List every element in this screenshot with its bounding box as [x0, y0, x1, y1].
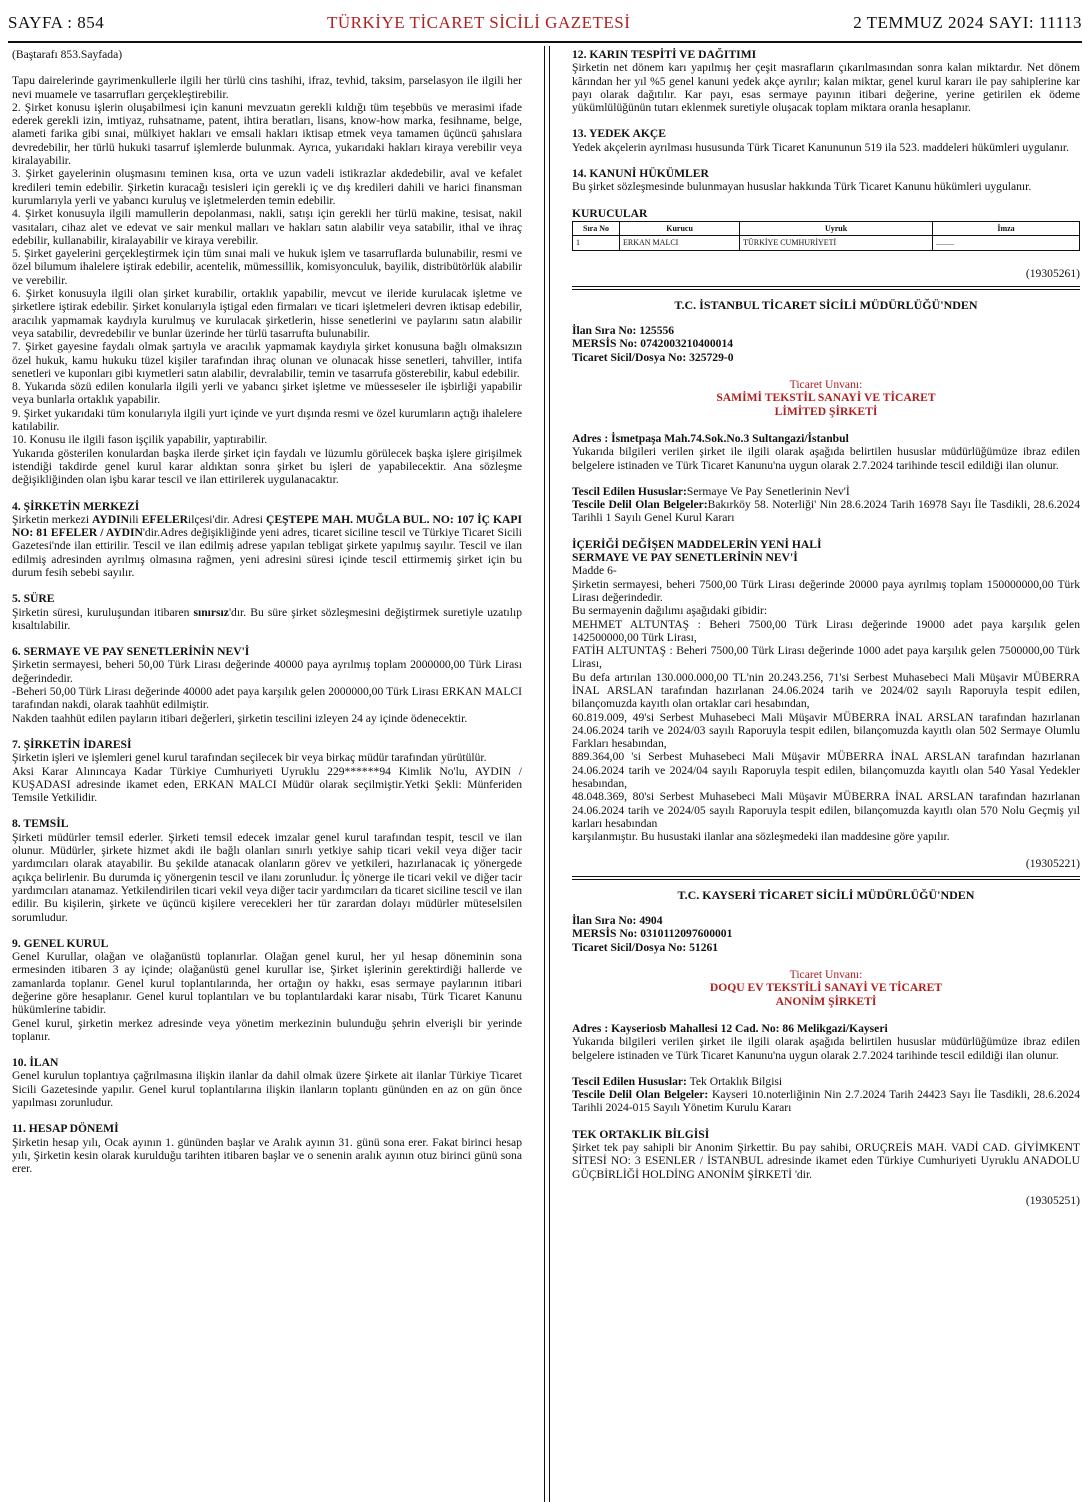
- section-heading: TEK ORTAKLIK BİLGİSİ: [572, 1127, 710, 1141]
- paragraph: Şirketin sermayesi, beheri 50,00 Türk Lirası değerinde 40000 paya ayrılmış toplam 2000000,00 Türk Lirası değerindedir.: [12, 658, 522, 685]
- paragraph: 4. Şirket konusuyla ilgili mamullerin depolanması, nakli, satışı için gerekli her türlü makine, tesisat, nakil vasıtaları, cihaz alet ve edevat ve sair menkul malları ve hakları satın alabilir veya satabilir, ithal ve ihraç edebilir, kullanabilir, kiralayabilir ve kiraya verebilir.: [12, 207, 522, 247]
- paragraph: MEHMET ALTUNTAŞ : Beheri 7500,00 Türk Lirası değerinde 19000 adet paya karşılık gelen 142500000,00 Türk Lirası,: [572, 617, 1080, 644]
- trade-name-label: Ticaret Unvanı:: [789, 968, 863, 982]
- ilan-number: İlan Sıra No: 4904: [572, 914, 663, 928]
- section-heading: 7. ŞİRKETİN İDARESİ: [12, 737, 132, 751]
- trade-name: DOQU EV TEKSTİLİ SANAYİ VE TİCARET: [709, 981, 943, 995]
- table-cell: 1: [573, 236, 620, 250]
- table-row: [573, 236, 1080, 250]
- paragraph: Aksi Karar Alınıncaya Kadar Türkiye Cumhuriyeti Uyruklu 229******94 Kimlik No'lu, AYDIN / KUŞADASI adresinde ikamet eden, ERKAN MALCI Müdür olarak seçilmiştir.Yetki Şekli: Münferiden Temsile Yetkilidir.: [12, 764, 522, 805]
- address: Adres : İsmetpaşa Mah.74.Sok.No.3 Sultangazi/İstanbul: [572, 431, 849, 445]
- paragraph: Yukarıda bilgileri verilen şirket ile ilgili olarak aşağıda belirtilen hususlar müdürlüğümüze ibraz edilen belgelere istinaden ve Türk Ticaret Kanunu'na uygun olarak 2.7.2024 tarihinde tescil edildiği ilan olunur.: [572, 445, 1080, 472]
- reference-number: (19305261): [1025, 266, 1080, 280]
- reference-number: (19305251): [1025, 1193, 1080, 1207]
- paragraph: Şirketi müdürler temsil ederler. Şirketi temsil edecek imzalar genel kurul tarafından tespit, tescil ve ilan olunur. Müdürler, şirkete hizmet akdi ile bağlı olanları sınırlı yetkiye sahip ticari vekil veya diğer tacir yardımcıları olarak atayabilir. Bu şekilde atanacak olanların görev ve yetkileri, hazırlanacak iç yönergede açıkça belirlenir. Bu durumda iç yönergenin tescil ve ilanı zorunludur. İç yönerge ile ticari vekil ve diğer tacir yardımcıları atanamaz. Yetkilendirilen ticari vekil veya diğer tacir yardımcıları da ticaret siciline tescil ve ilan edilir. Bu kişilerin, şirkete ve üçüncü kişilere verecekleri her tür zarardan dolayı müdürler müteselsilen sorumludur.: [12, 830, 522, 924]
- trade-name: ANONİM ŞİRKETİ: [775, 994, 877, 1008]
- paragraph: Şirket tek pay sahipli bir Anonim Şirkettir. Bu pay sahibi, ORUÇREİS MAH. VADİ CAD. GİYİMKENT SİTESİ NO: 3 ESENLER / İSTANBUL adresinde ikamet eden Türkiye Cumhuriyeti Uyruklu ANADOLU GÜÇBİRLİĞİ HOLDİNG ANONİM ŞİRKETİ 'dir.: [572, 1141, 1080, 1181]
- paragraph: 48.048.369, 80'si Serbest Muhasebeci Mali Müşavir MÜBERRA İNAL ARSLAN tarafından hazırlanan 24.06.2024 tarih ve 2024/05 sayılı Raporuyla tespit edilen, bilançomuzda kayıtlı olan 570 Nolu Geçmiş yıl karları hesabından: [572, 790, 1080, 830]
- paragraph: Madde 6-: [572, 564, 617, 578]
- page-number: SAYFA : 854: [8, 13, 105, 32]
- paragraph: Genel Kurullar, olağan ve olağanüstü toplanırlar. Olağan genel kurul, her yıl hesap döneminin sona ermesinden itibaren 3 ay içinde; olağanüstü genel kurullar ise, Şirket işlerinin gerektirdiği hallerde ve zamanlarda toplanır. Genel kurul toplantılarında, her ortağın oy hakkı, esas sermaye paylarının itibari değerine göre hesaplanır. Genel kurul toplantıları ve bu toplantılardaki karar nisabı, Türk Ticaret Kanunu hükümlerine tabidir.: [12, 950, 522, 1017]
- section-divider: [572, 876, 1080, 880]
- paragraph: Tapu dairelerinde gayrimenkullerle ilgili her türlü cins tashihi, ifraz, tevhid, taksim, parselasyon ile ilgili her nevi muamele ve tasarrufları gerçekleştirebilir.: [12, 74, 522, 101]
- founders-table: [572, 221, 1080, 251]
- paragraph: 6. Şirket konusuyla ilgili olan şirket kurabilir, ortaklık yapabilir, mevcut ve ileride kurulacak işletme ve şirketlere iştirak edebilir. Şirket konularıyla iştigal eden firmaları ve ticari işletmeleri devren iktisap edebilir, aracılık yapmamak kaydıyla kurulmuş ve kurulacak şirketlerin, hisse senetlerini ve paylarını satın alabilir veya satabilir, devredebilir ve bunlar üzerinde her türlü tasarrufta bulunabilir.: [12, 287, 522, 340]
- paragraph: karşılanmıştır. Bu husustaki ilanlar ana sözleşmedeki ilan maddesine göre yapılır.: [572, 830, 950, 844]
- section-heading: 14. KANUNİ HÜKÜMLER: [572, 167, 709, 181]
- paragraph: 8. Yukarıda sözü edilen konularla ilgili yerli ve yabancı şirket işletme ve müesseseler ile işbirliği yapabilir veya bunlarla ortaklık yapabilir.: [12, 380, 522, 407]
- paragraph: 889.364,00 'si Serbest Muhasebeci Mali Müşavir MÜBERRA İNAL ARSLAN tarafından hazırlanan 24.06.2024 tarih ve 2024/04 sayılı Raporuyla tespit edilen, bilançomuzda kayıtlı olan 540 Yasal Yedekler hesabından,: [572, 750, 1080, 791]
- column-divider: [549, 46, 550, 1502]
- sicil-number: Ticaret Sicil/Dosya No: 325729-0: [572, 350, 734, 364]
- section-heading: 9. GENEL KURUL: [12, 936, 109, 950]
- paragraph: Bu şirket sözleşmesinde bulunmayan hususlar hakkında Türk Ticaret Kanunu hükümleri uygulanır.: [572, 180, 1032, 194]
- paragraph: Şirketin sermayesi, beheri 7500,00 Türk Lirası değerinde 20000 paya ayrılmış toplam 150000000,00 Türk Lirası değerindedir.: [572, 577, 1080, 604]
- paragraph: Şirketin merkezi AYDINili EFELERilçesi'dir. Adresi ÇEŞTEPE MAH. MUĞLA BUL. NO: 107 İÇ KAPI NO: 81 EFELER / AYDIN'dir.Adres değişikliğinde yeni adres, ticaret siciline tescil ve Türkiye Ticaret Sicili Gazetesi'nde ilan ettirilir. Tescil ve ilan edilmiş adrese yapılan tebligat şirkete yapılmış sayılır. Tescil ve ilan edilmiş adresinden ayrılmış olmasına rağmen, yeni adresini süresi içinde tescil ettirmemiş şirket için bu durum fesih sebebi sayılır.: [12, 512, 522, 579]
- left-column: [12, 48, 522, 1502]
- paragraph: Nakden taahhüt edilen payların itibari değerleri, şirketin tescilini izleyen 24 ay içinde ödenecektir.: [12, 711, 468, 725]
- table-header: Uyruk: [740, 221, 933, 235]
- table-header: İmza: [933, 221, 1080, 235]
- paragraph: Şirketin süresi, kuruluşundan itibaren sınırsız'dır. Bu süre şirket sözleşmesini değiştirmek suretiyle uzatılıp kısaltılabilir.: [12, 605, 522, 632]
- evidence-documents: Tescile Delil Olan Belgeler: Kayseri 10.noterliğinin Nin 2.7.2024 Tarih 24423 Sayı İle Tasdikli, 28.6.2024 Tarihli 2024-015 Sayılı Yönetim Kurulu Kararı: [572, 1088, 1080, 1115]
- paragraph: 7. Şirket gayesine faydalı olmak şartıyla ve aracılık yapmamak kaydıyla şirket konusuna bağlı olmaksızın özel hukuk, kamu hukuku tüzel kişiler tarafından ihraç olunan ve olunacak hisse senetleri, tahviller, intifa senetleri ve kuponları gibi kıymetleri satın alabilir, devralabilir, temin ve tasarrufa gösterebilir, kabul edebilir.: [12, 340, 522, 380]
- table-cell: ERKAN MALCI: [620, 236, 740, 250]
- section-heading: 13. YEDEK AKÇE: [572, 127, 666, 141]
- gazette-title: TÜRKİYE TİCARET SİCİLİ GAZETESİ: [327, 13, 631, 32]
- section-divider: [572, 286, 1080, 290]
- office-title: T.C. KAYSERİ TİCARET SİCİLİ MÜDÜRLÜĞÜ'NDEN: [677, 887, 975, 902]
- founders-heading: KURUCULAR: [572, 206, 648, 220]
- paragraph: Yukarıda bilgileri verilen şirket ile ilgili olarak aşağıda belirtilen hususlar müdürlüğümüze ibraz edilen belgelere istinaden ve Türk Ticaret Kanunu'na uygun olarak 2.7.2024 tarihinde tescil edildiği ilan olunur.: [572, 1035, 1080, 1062]
- paragraph: Şirketin net dönem karı yapılmış her çeşit masrafların çıkarılmasından sonra kalan miktardır. Net dönem kârından her yıl %5 genel kanuni yedek akçe ayrılır; kalan miktar, genel kurul kararı ile pay sahiplerine kar payı olarak dağıtılır. Kar payı, esas sermaye payının itibari değerine, yerine getirilen ek ödeme yükümlülüğünün tutarı eklenmek suretiyle oluşacak toplam miktara oranla hesaplanır.: [572, 61, 1080, 115]
- right-column: [572, 48, 1080, 1502]
- office-title: T.C. İSTANBUL TİCARET SİCİLİ MÜDÜRLÜĞÜ'NDEN: [674, 297, 978, 312]
- page-header: [8, 8, 1082, 38]
- continued-note: (Baştarafı 853.Sayfada): [12, 48, 123, 61]
- section-heading: SERMAYE VE PAY SENETLERİNİN NEV'İ: [572, 551, 798, 565]
- registered-matters: Tescil Edilen Hususlar:Sermaye Ve Pay Senetlerinin Nev'İ: [572, 484, 850, 498]
- table-header-row: [573, 221, 1080, 235]
- trade-name-label: Ticaret Unvanı:: [789, 378, 863, 392]
- section-heading: 10. İLAN: [12, 1056, 59, 1070]
- section-heading: 5. SÜRE: [12, 592, 55, 606]
- paragraph: Yukarıda gösterilen konulardan başka ilerde şirket için faydalı ve lüzumlu görülecek başka işlere girişilmek istendiği takdirde genel kurul karar aldıktan sonra şirket bu işleri de yapabilecektir. Ana sözleşme değişikliğinden olan işbu karar tescil ve ilan ettirilerek uygulanacaktır.: [12, 446, 522, 487]
- header-rule: [8, 41, 1082, 43]
- section-heading: 4. ŞİRKETİN MERKEZİ: [12, 499, 140, 513]
- paragraph: Bu defa artırılan 130.000.000,00 TL'nin 20.243.256, 71'si Serbest Muhasebeci Mali Müşavir MÜBERRA İNAL ARSLAN tarafından hazırlanan 24.06.2024 tarih ve 2024/02 sayılı Raporuyla tespit edilen, bilançomuzda kayıtlı olan ortaklar cari hesabından,: [572, 670, 1080, 711]
- section-heading: 11. HESAP DÖNEMİ: [12, 1122, 119, 1136]
- paragraph: -Beheri 50,00 Türk Lirası değerinde 40000 adet paya karşılık gelen 2000000,00 Türk Lirası ERKAN MALCI tarafından nakdi, olarak taahhüt edilmiştir.: [12, 685, 522, 712]
- paragraph: Bu sermayenin dağılımı aşağıdaki gibidir:: [572, 604, 768, 618]
- evidence-documents: Tescile Delil Olan Belgeler:Bakırköy 58. Noterliği' Nin 28.6.2024 Tarih 16978 Sayı İle Tasdikli, 28.6.2024 Tarihli 1 Sayılı Genel Kurul Kararı: [572, 498, 1080, 525]
- table-cell: .........: [933, 236, 1080, 250]
- trade-name: LİMİTED ŞİRKETİ: [774, 404, 878, 418]
- mersis-number: MERSİS No: 0742003210400014: [572, 337, 734, 351]
- paragraph: Genel kurulun toplantıya çağrılmasına ilişkin ilanlar da dahil olmak üzere Şirkete ait ilanlar Türkiye Ticaret Sicili Gazetesinde yapılır. Genel kurul toplantılarına ilişkin ilanların toplantı gününden en az on gün önce yapılması zorunludur.: [12, 1069, 522, 1110]
- paragraph: FATİH ALTUNTAŞ : Beheri 7500,00 Türk Lirası değerinde 1000 adet paya karşılık gelen 7500000,00 Türk Lirası,: [572, 644, 1080, 671]
- table-header: Kurucu: [620, 221, 740, 235]
- paragraph: 9. Şirket yukarıdaki tüm konularıyla ilgili yurt içinde ve yurt dışında resmi ve özel kurumların açtığı ihalelere katılabilir.: [12, 406, 522, 434]
- paragraph: Şirketin hesap yılı, Ocak ayının 1. gününden başlar ve Aralık ayının 31. günü sona erer. Fakat birinci hesap yılı, Şirketin kesin olarak kurulduğu tarihten itibaren başlar ve o senenin aralık ayının otuz birinci günü sona erer.: [12, 1135, 522, 1176]
- registered-matters: Tescil Edilen Hususlar: Tek Ortaklık Bilgisi: [572, 1074, 783, 1088]
- paragraph: Genel kurul, şirketin merkez adresinde veya yönetim merkezinin bulunduğu şehrin elverişli bir yerinde toplanır.: [12, 1016, 522, 1043]
- trade-name: SAMİMİ TEKSTİL SANAYİ VE TİCARET: [716, 391, 936, 405]
- paragraph: Yedek akçelerin ayrılması hususunda Türk Ticaret Kanununun 519 ila 523. maddeleri hükümleri uygulanır.: [572, 140, 1070, 154]
- sicil-number: Ticaret Sicil/Dosya No: 51261: [572, 940, 719, 954]
- paragraph: 60.819.009, 49'si Serbest Muhasebeci Mali Müşavir MÜBERRA İNAL ARSLAN tarafından hazırlanan 24.06.2024 tarih ve 2024/03 sayılı Raporuyla tespit edilen, bilançomuzda kayıtlı olan 502 Sermaye Olumlu Farkları hesabından,: [572, 710, 1080, 751]
- section-heading: 6. SERMAYE VE PAY SENETLERİNİN NEV'İ: [12, 645, 250, 659]
- paragraph: 10. Konusu ile ilgili fason işçilik yapabilir, yaptırabilir.: [12, 433, 268, 447]
- section-heading: İÇERİĞİ DEĞİŞEN MADDELERİN YENİ HALİ: [572, 537, 822, 551]
- reference-number: (19305221): [1025, 856, 1080, 870]
- section-heading: 8. TEMSİL: [12, 817, 69, 831]
- paragraph: 5. Şirket gayelerini gerçekleştirmek için tüm sınai mali ve hukuk işlem ve tasarruflarda bulunabilir, resmi ve özel bilumum ihalelere iştirak edebilir, acentelik, mümessillik, komisyonculuk, bayilik, distribütörlük alabilir ve verebilir.: [12, 247, 522, 287]
- table-cell: TÜRKİYE CUMHURİYETİ: [740, 236, 933, 250]
- ilan-number: İlan Sıra No: 125556: [572, 324, 675, 338]
- issue-date: 2 TEMMUZ 2024 SAYI: 11113: [853, 13, 1082, 32]
- paragraph: 3. Şirket gayelerinin oluşmasını teminen kısa, orta ve uzun vadeli istikrazlar akdedebilir, aval ve kefalet kredileri temin edebilir. Şirketin kuracağı tesisleri için gerekli iç ve dış kredileri dahili ve harici finansman kurumlarıyla yerli ve yabancı kuruluş ve işletmelerden temin edebilir.: [12, 167, 522, 207]
- table-header: Sıra No: [573, 221, 620, 235]
- paragraph: 2. Şirket konusu işlerin oluşabilmesi için kanuni mevzuatın gerekli kıldığı tüm teşebbüs ve merasimi ifade ederek gerekli izin, imtiyaz, ruhsatname, patent, ihtira beratları, lisans, know-how marka, fesihname, belge, alameti farika gibi sınai, mülkiyet hakları ve emsali hakları iktisap etmek veya tamamen üçüncü şahıslara devredebilir, her türlü hukuki tasarruf işlemlerde bulunmak. Ayrıca, yukarıdaki hakları kiraya verebilir veya kiralayabilir.: [12, 100, 522, 168]
- paragraph: Şirketin işleri ve işlemleri genel kurul tarafından seçilecek bir veya birkaç müdür tarafından yürütülür.: [12, 751, 487, 765]
- address: Adres : Kayseriosb Mahallesi 12 Cad. No: 86 Melikgazi/Kayseri: [572, 1021, 888, 1035]
- mersis-number: MERSİS No: 0310112097600001: [572, 927, 733, 941]
- column-divider: [544, 46, 545, 1502]
- section-heading: 12. KARIN TESPİTİ VE DAĞITIMI: [572, 48, 757, 61]
